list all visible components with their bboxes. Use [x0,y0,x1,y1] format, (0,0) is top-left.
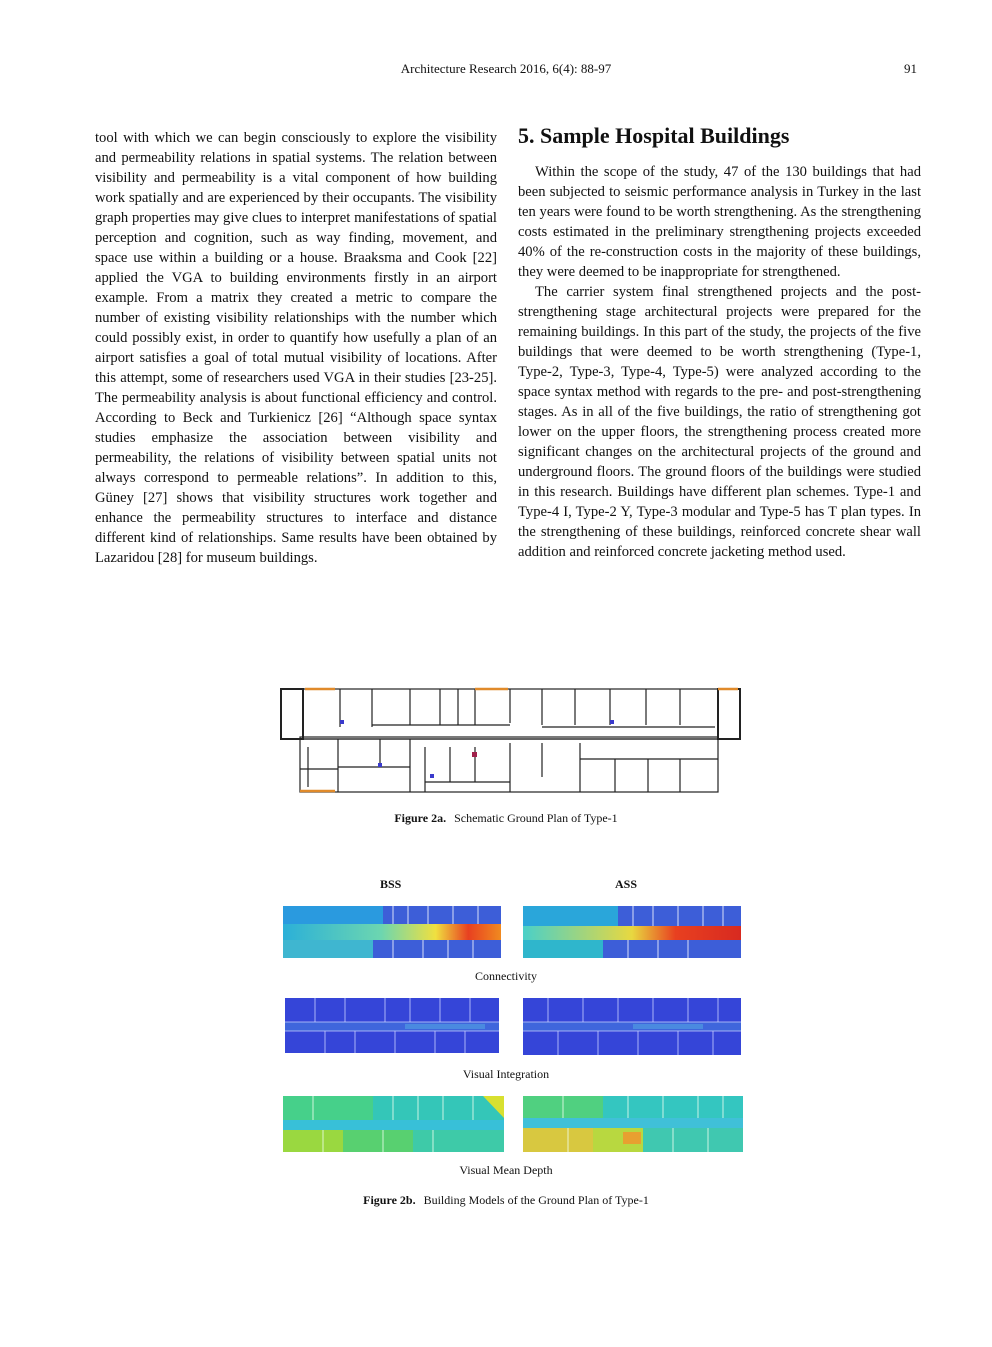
body-paragraph: tool with which we can begin consciously to explore the visibility and permeability relations in spatial systems. The relation between visibility and permeability is a vital component of how building work spatially and are experienced by their occupants. The visibility graph properties may give clues to interpret manifestations of spatial perception and cognition, such as way finding, movement, and space use within a building or a house. Braaksma and Cook [22] applied the VGA to building environments firstly in an airport example. From a matrix they created a metric to compare the number of existing visibility relationships with the number which could possibly exist, in order to quantify how usefully a plan of an airport satisfies a goal of total mutual visibility of locations. After this attempt, some of researchers used VGA in their studies [23-25]. The permeability analysis is about functional efficiency and control. According to Beck and Turkienicz [26] “Although space syntax studies emphasize the association between visibility and permeability, the relations of visibility between spatial units not always correspond to permeable relations”. In addition to this, Güney [27] shows that visibility structures work together and enhance the permeability structures to interface and distance different kind of relationships. Same results have been obtained by Lazaridou [28] for museum buildings. [95,130,497,566]
connectivity-bss-map [283,906,501,958]
integration-bss-map [285,998,499,1053]
page-number: 91 [904,61,917,76]
floor-plan-figure [280,687,742,795]
caption-text: Schematic Ground Plan of Type-1 [454,811,618,825]
section-heading: 5. Sample Hospital Buildings [518,123,790,148]
visual-integration-label: Visual Integration [462,1067,550,1081]
figure-label: Figure 2b. [363,1193,416,1207]
right-column [518,122,921,562]
mean-depth-ass-map [523,1096,743,1152]
connectivity-ass-map [523,906,741,958]
connectivity-label: Connectivity [475,969,537,983]
visual-mean-depth-label: Visual Mean Depth [459,1163,553,1177]
left-column [95,128,497,568]
body-paragraph: Within the scope of the study, 47 of the 130 buildings that had been subjected to seismic performance analysis in Turkey in the last ten years were found to be worth strengthening. As the strengthening costs estimated in the preliminary strengthening projects exceeded 40% of the re-construction costs in the majority of these buildings, they were deemed to be inappropriate for strengthened. [518,164,921,280]
figure-2b-caption [0,1193,992,1208]
mean-depth-bss-map [283,1096,504,1152]
integration-ass-map [523,998,741,1055]
caption-text: Building Models of the Ground Plan of Type-1 [423,1193,649,1207]
bss-label: BSS [380,877,402,891]
figure-label: Figure 2a. [394,811,447,825]
journal-citation: Architecture Research 2016, 6(4): 88-97 [400,61,612,76]
ass-label: ASS [615,877,638,891]
body-paragraph: The carrier system final strengthened projects and the post-strengthening stage architectural projects were prepared for the remaining buildings. In this part of the study, the projects of the five buildings that were deemed to be worth strengthening (Type-1, Type-2, Type-3, Type-4, Type-5) were analyzed according to the space syntax method with regards to the pre- and post-strengthening stages. As in all of the five buildings, the ratio of strengthening got lower on the upper floors, the strengthening process created more significant changes on the architectural projects of the ground and underground floors. The ground floors of the buildings were studied in this research. Buildings have different plan schemes. Type-1 and Type-4 I, Type-2 Y, Type-3 modular and Type-5 has T plan types. In the strengthening of these buildings, reinforced concrete shear wall addition and reinforced concrete jacketing method used. [518,284,921,560]
figure-2a-caption [0,811,992,826]
